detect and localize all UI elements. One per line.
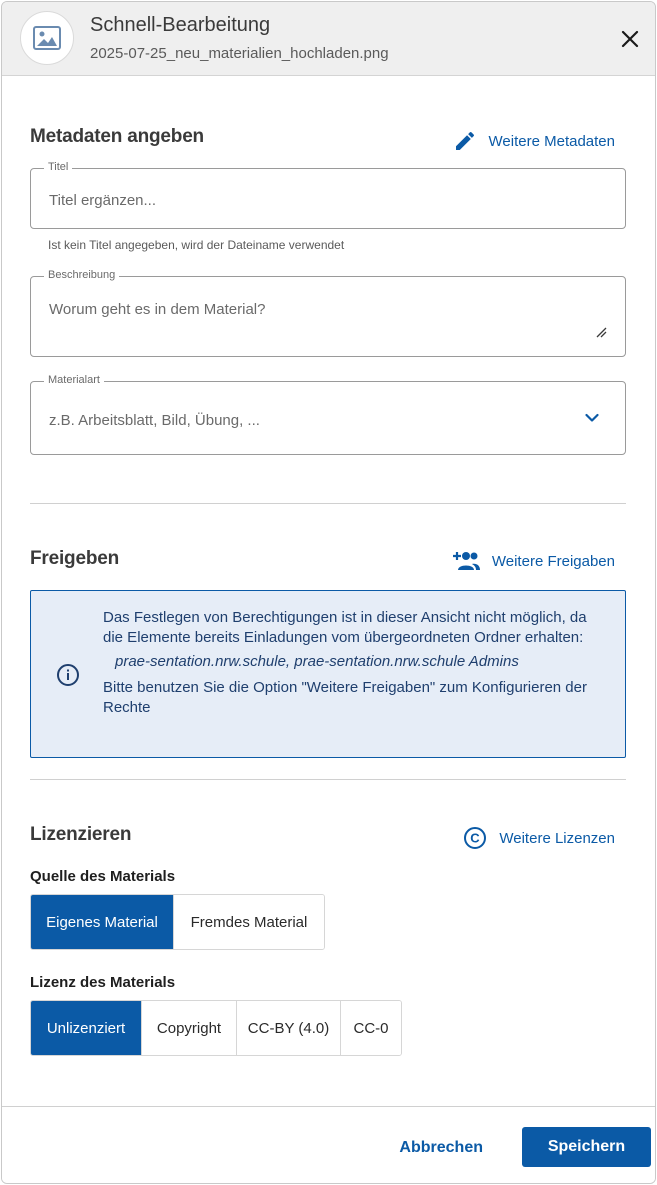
license-section-title: Lizenzieren xyxy=(30,824,132,845)
quick-edit-dialog xyxy=(1,1,656,1184)
dialog-title: Schnell-Bearbeitung xyxy=(90,14,271,36)
description-field-label: Beschreibung xyxy=(44,269,119,281)
dialog-footer xyxy=(2,1106,655,1184)
close-icon xyxy=(621,30,639,48)
material-type-select[interactable] xyxy=(30,374,626,455)
copyright-icon xyxy=(463,826,487,850)
sharing-info-box xyxy=(30,590,626,758)
metadata-section-title: Metadaten angeben xyxy=(30,126,204,147)
file-thumbnail xyxy=(20,11,74,65)
title-field-label: Titel xyxy=(44,161,72,173)
close-button[interactable] xyxy=(613,22,647,56)
more-metadata-link[interactable] xyxy=(453,129,615,153)
more-licenses-link[interactable] xyxy=(463,826,615,850)
title-helper-text: Ist kein Titel angegeben, wird der Dateiname verwendet xyxy=(48,238,345,252)
section-divider xyxy=(30,503,626,504)
chevron-down-icon[interactable] xyxy=(585,413,599,423)
source-option-own[interactable]: Eigenes Material xyxy=(31,895,174,949)
more-sharing-label: Weitere Freigaben xyxy=(491,552,615,570)
source-option-foreign[interactable]: Fremdes Material xyxy=(174,895,324,949)
license-option-cc-by[interactable]: CC-BY (4.0) xyxy=(237,1001,341,1055)
license-option-copyright[interactable]: Copyright xyxy=(142,1001,237,1055)
description-textarea[interactable]: Worum geht es in dem Material? xyxy=(49,301,266,318)
file-name: 2025-07-25_neu_materialien_hochladen.png xyxy=(90,45,389,62)
license-option-unlicensed[interactable]: Unlizenziert xyxy=(31,1001,142,1055)
info-message: Das Festlegen von Berechtigungen ist in dieser Ansicht nicht möglich, da die Elemente bereits Einladungen vom übergeordneten Ordner erhalten: xyxy=(103,609,587,646)
info-icon xyxy=(56,663,80,687)
section-divider xyxy=(30,779,626,780)
description-field[interactable] xyxy=(30,269,626,357)
more-metadata-label: Weitere Metadaten xyxy=(488,132,615,150)
person-add-icon xyxy=(452,550,480,572)
material-type-label: Materialart xyxy=(44,374,104,386)
title-field[interactable] xyxy=(30,161,626,229)
source-label: Quelle des Materials xyxy=(30,868,176,885)
more-licenses-label: Weitere Lizenzen xyxy=(499,829,615,847)
svg-text:C: C xyxy=(470,830,481,846)
image-icon xyxy=(33,26,61,50)
cancel-button[interactable]: Abbrechen xyxy=(399,1139,483,1156)
source-toggle xyxy=(30,894,325,950)
material-type-value: z.B. Arbeitsblatt, Bild, Übung, ... xyxy=(49,412,260,429)
dialog-header xyxy=(2,2,655,76)
license-option-cc-0[interactable]: CC-0 xyxy=(341,1001,401,1055)
more-sharing-link[interactable] xyxy=(452,550,615,572)
inherited-invitations: prae-sentation.nrw.schule, prae-sentation.nrw.schule Admins xyxy=(115,653,519,670)
license-label: Lizenz des Materials xyxy=(30,974,176,991)
title-input[interactable]: Titel ergänzen... xyxy=(49,192,156,209)
pencil-icon xyxy=(453,129,477,153)
sharing-section-title: Freigeben xyxy=(30,548,119,569)
resize-handle-icon[interactable] xyxy=(595,326,607,338)
save-button[interactable]: Speichern xyxy=(522,1127,651,1167)
info-hint: Bitte benutzen Sie die Option "Weitere Freigaben" zum Konfigurieren der Rechte xyxy=(103,679,587,716)
sharing-info-text xyxy=(103,608,603,718)
license-toggle xyxy=(30,1000,402,1056)
